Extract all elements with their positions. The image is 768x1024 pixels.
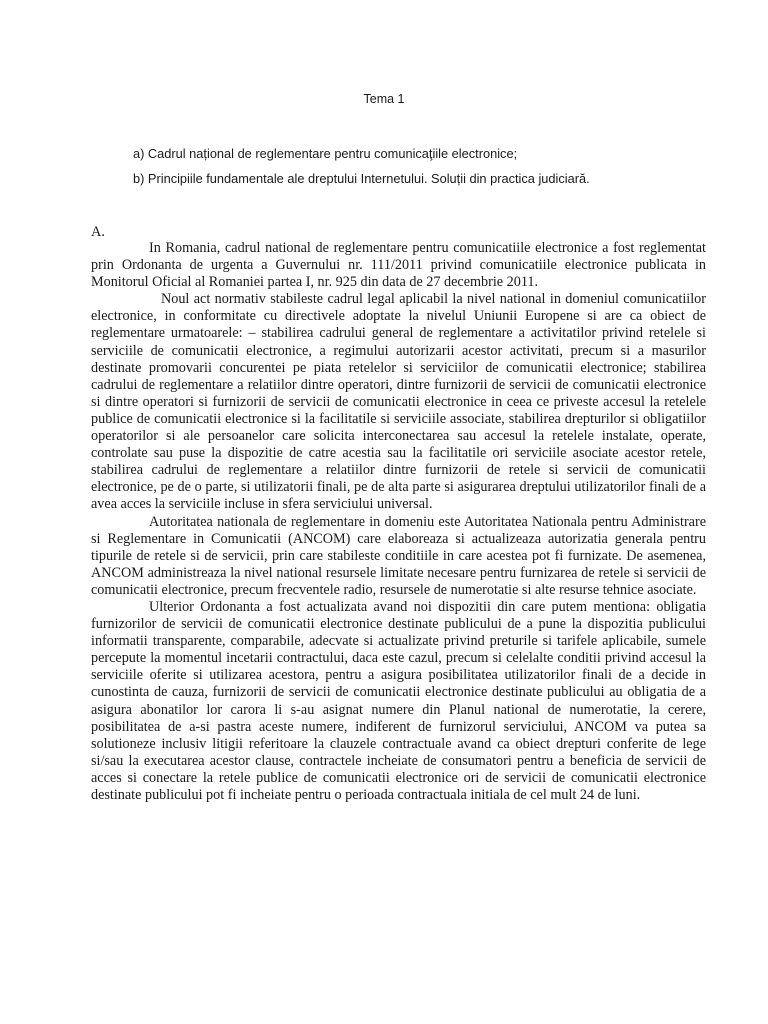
paragraph-3: Autoritatea nationala de reglementare in domeniu este Autoritatea Nationala pentru Administrare si Reglementare in Comunicatii (ANCOM) care elaboreaza si actualizeaza autorizatia generala pentru tipurile de retele si de servicii, prin care stabileste conditiile in care acestea pot fi furnizate. De asemenea, ANCOM administreaza la nivel national resursele limitate necesare pentru furnizarea de retele si servicii de comunicatii electronice, precum frecventele radio, resursele de numerotatie si alte resurse tehnice asociate. — [91, 513, 706, 598]
topic-a: a) Cadrul național de reglementare pentru comunicaţiile electronice; — [133, 146, 518, 161]
section-label: A. — [91, 224, 105, 240]
paragraph-1: In Romania, cadrul national de reglementare pentru comunicatiile electronice a fost reglementat prin Ordonanta de urgenta a Guvernului nr. 111/2011 privind comunicatiile electronice publicata in Monitorul Oficial al Romaniei partea I, nr. 925 din data de 27 decembrie 2011. — [91, 240, 706, 291]
paragraph-2: Noul act normativ stabileste cadrul legal aplicabil la nivel national in domeniul comunicatiilor electronice, in conformitate cu directivele adoptate la nivelul Uniunii Europene si are ca obiect de reglementare urmatoarele: – stabilirea cadrului general de reglementare a activitatilor privind retelele si serviciile de comunicatii electronice, a regimului autorizarii acestor activitati, precum si a masurilor destinate promovarii concurentei pe piata retelelor si serviciilor de comunicatii electronice; stabilirea cadrului de reglementare a relatiilor dintre operatori, dintre furnizorii de servicii de comunicatii electronice si dintre operatori si furnizorii de servicii de comunicatii electronice in ceea ce priveste accesul la retelele publice de comunicatii electronice si la facilitatile si serviciile associate, stabilirea drepturilor si obligatiilor operatorilor si ale persoanelor care solicita interconectarea sau accesul la retelele instalate, operate, controlate sau puse la dispozitie de catre acestia sau la facilitatile ori serviciile asociate acestor retele, stabilirea cadrului de reglementare a relatiilor dintre furnizorii de retele si servicii de comunicatii electronice, pe de o parte, si utilizatorii finali, pe de alta parte si asigurarea dreptului utilizatorilor finali de a avea acces la serviciile incluse in sfera serviciului universal. — [91, 291, 706, 513]
paragraph-4: Ulterior Ordonanta a fost actualizata avand noi dispozitii din care putem mentiona: obligatia furnizorilor de servicii de comunicatii electronice destinate publicului de a pune la dispozitia publicului informatii transparente, comparabile, adecvate si actualizate privind preturile si tarifele aplicabile, sumele percepute la momentul incetarii contractului, daca este cazul, precum si celelalte conditii privind accesul la serviciile oferite si utilizarea acestora, pentru a asigura posibilitatea utilizatorilor finali de a decide in cunostinta de cauza, furnizorii de servicii de comunicatii electronice destinate publicului au obligatia de a asigura abonatilor lor carora li s-au asignat numere din Planul national de numerotatie, la cerere, posibilitatea de a-si pastra aceste numere, indiferent de furnizorul serviciului, ANCOM va putea sa solutioneze inclusiv litigii referitoare la clauzele contractuale avand ca obiect drepturi conferite de lege si/sau la executarea acestor clause, contractele incheiate de consumatori pentru a beneficia de servicii de acces si conectare la retele publice de comunicatii electronice ori de servicii de comunicatii electronice destinate publicului pot fi incheiate pentru o perioada contractuala initiala de cel mult 24 de luni. — [91, 598, 706, 803]
document-title: Tema 1 — [363, 92, 405, 106]
topic-b: b) Principiile fundamentale ale dreptului Internetului. Soluții din practica judiciară. — [133, 171, 590, 186]
body-text — [91, 240, 706, 804]
